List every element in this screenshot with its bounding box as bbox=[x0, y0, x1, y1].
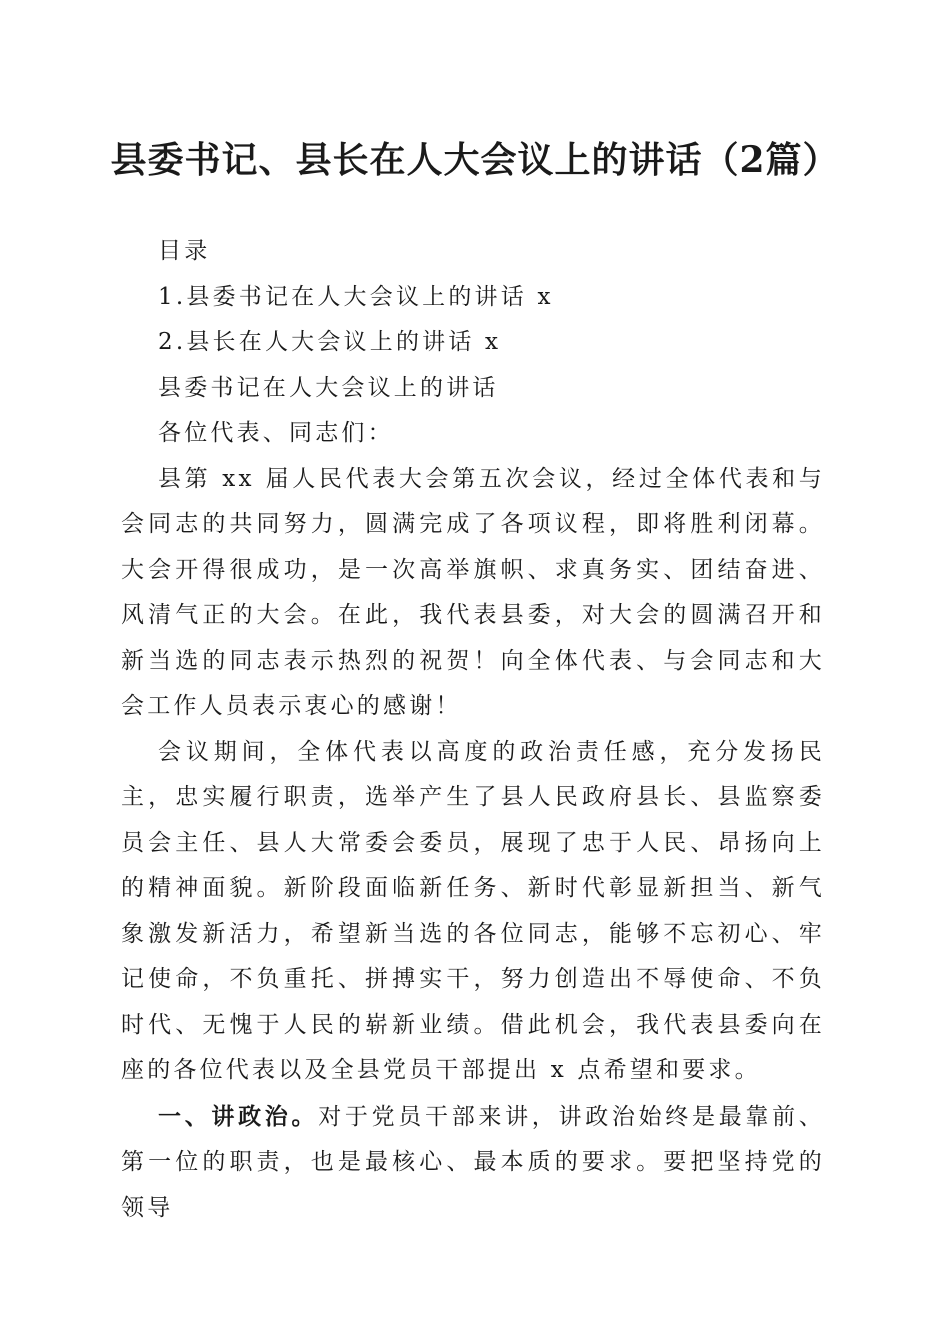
section-text: 对于党员干部来讲，讲政治始终是最靠前、第一位的职责，也是最核心、最本质的要求。要把坚持党的领导 bbox=[121, 1103, 825, 1221]
section-heading: 一、讲政治。 bbox=[158, 1102, 319, 1130]
toc-item: 2.县长在人大会议上的讲话 x bbox=[158, 329, 502, 355]
section-paragraph bbox=[121, 1094, 825, 1232]
document-body bbox=[121, 229, 825, 1231]
salutation: 各位代表、同志们： bbox=[158, 420, 394, 446]
toc-item: 1.县委书记在人大会议上的讲话 x bbox=[158, 283, 554, 310]
paragraph: 县第 xx 届人民代表大会第五次会议，经过全体代表和与会同志的共同努力，圆满完成了各项议程，即将胜利闭幕。大会开得很成功，是一次高举旗帜、求真务实、团结奋进、风清气正的大会。在此，我代表县委，对大会的圆满召开和新当选的同志表示热烈的祝贺！向全体代表、与会同志和大会工作人员表示衷心的感谢！ bbox=[121, 465, 825, 719]
document-title: 县委书记、县长在人大会议上的讲话（2篇） bbox=[110, 139, 840, 181]
toc-heading: 目录 bbox=[158, 238, 211, 264]
speech-title: 县委书记在人大会议上的讲话 bbox=[158, 374, 499, 401]
paragraph: 会议期间，全体代表以高度的政治责任感，充分发扬民主，忠实履行职责，选举产生了县人民政府县长、县监察委员会主任、县人大常委会委员，展现了忠于人民、昂扬向上的精神面貌。新阶段面临新任务、新时代彰显新担当、新气象激发新活力，希望新当选的各位同志，能够不忘初心、牢记使命，不负重托、拼搏实干，努力创造出不辱使命、不负时代、无愧于人民的崭新业绩。借此机会，我代表县委向在座的各位代表以及全县党员干部提出 x 点希望和要求。 bbox=[121, 738, 825, 1083]
